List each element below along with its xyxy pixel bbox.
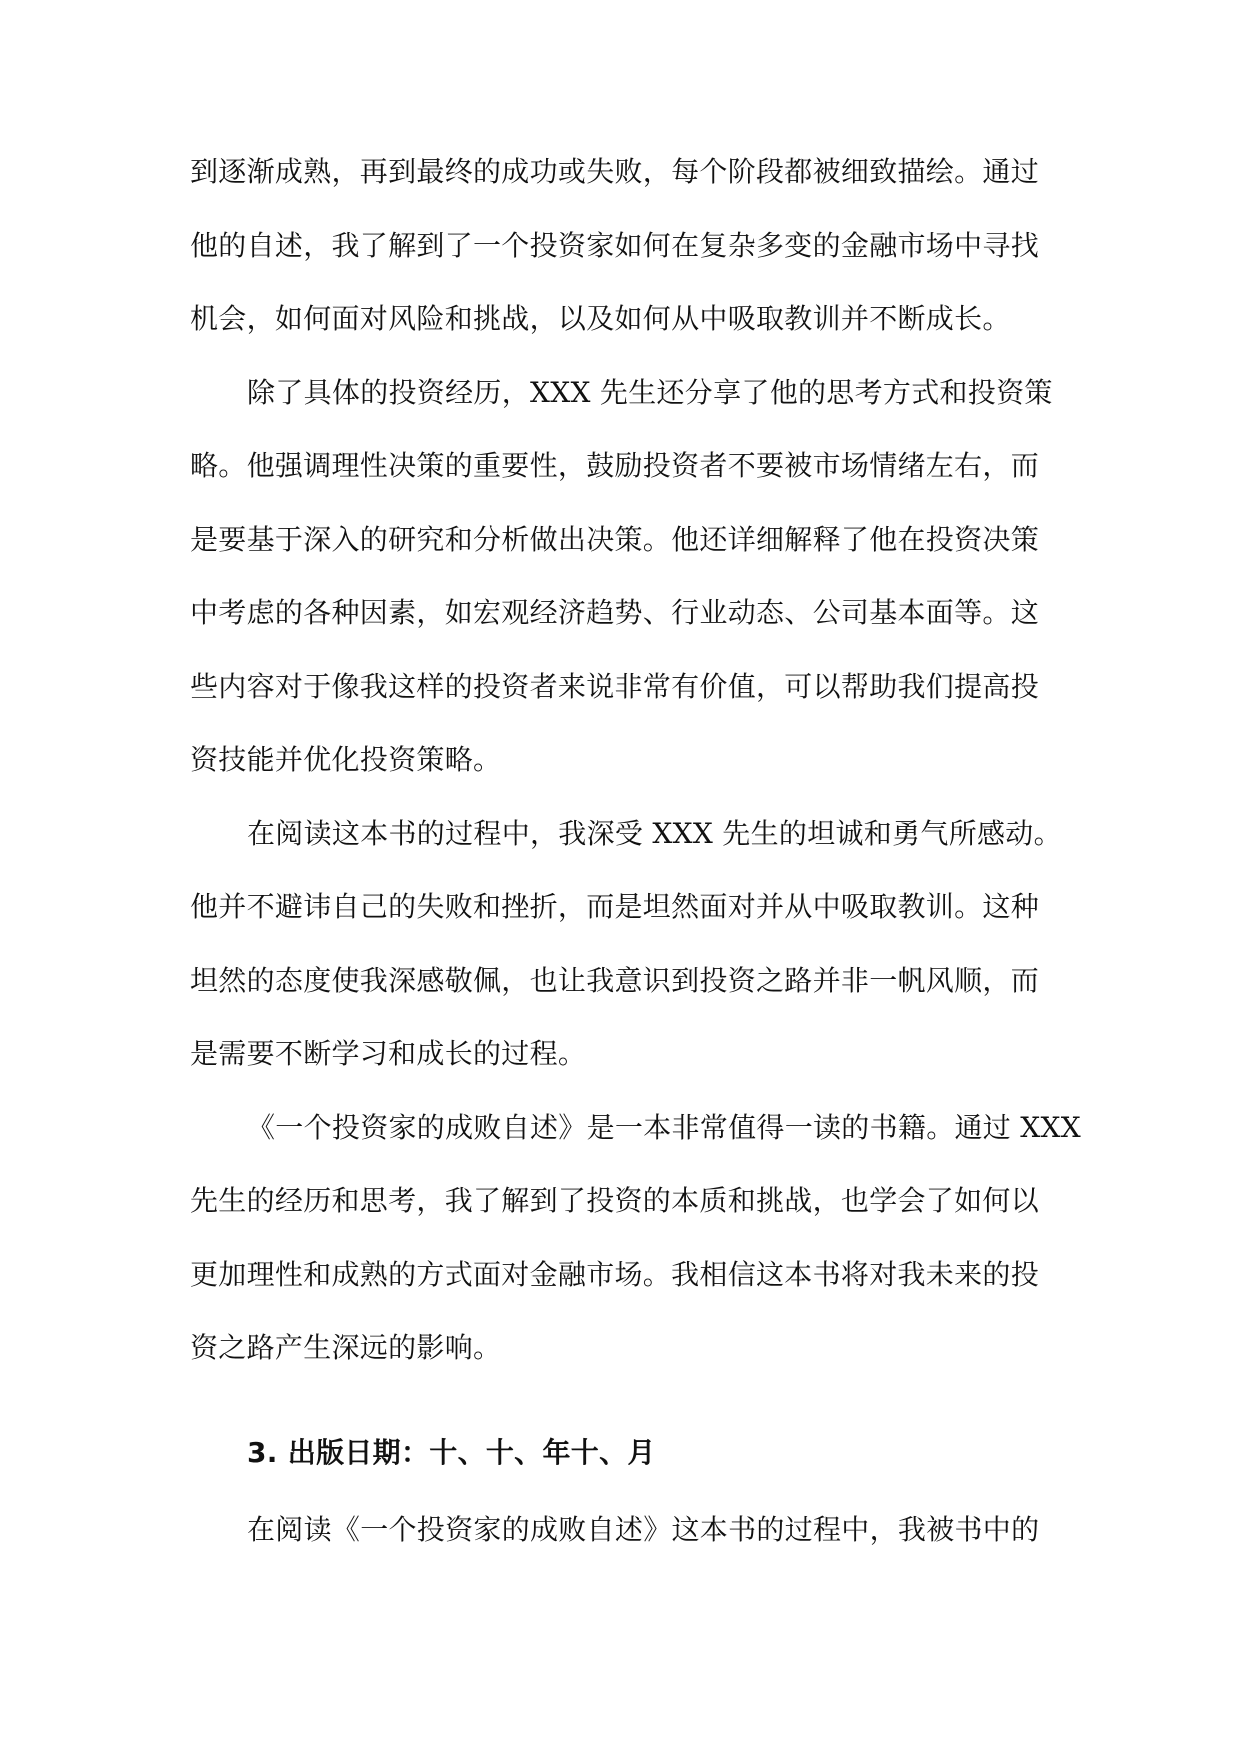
paragraph-line: 中考虑的各种因素，如宏观经济趋势、行业动态、公司基本面等。这 [190,596,1040,629]
paragraph-line: 资技能并优化投资策略。 [190,743,502,776]
paragraph-line: 他并不避讳自己的失败和挫折，而是坦然面对并从中吸取教训。这种 [190,890,1040,923]
paragraph-line: 《一个投资家的成败自述》是一本非常值得一读的书籍。通过 XXX [247,1110,1082,1144]
paragraph-line: 些内容对于像我这样的投资者来说非常有价值，可以帮助我们提高投 [190,669,1040,703]
paragraph-3 [190,797,1060,1091]
paragraph-2 [190,356,1060,797]
document-body [190,135,1082,1566]
paragraph-line: 除了具体的投资经历，XXX 先生还分享了他的思考方式和投资策 [247,375,1053,409]
paragraph-line: 机会，如何面对风险和挑战，以及如何从中吸取教训并不断成长。 [190,302,1011,335]
paragraph-line: 更加理性和成熟的方式面对金融市场。我相信这本书将对我未来的投 [190,1257,1040,1291]
paragraph-line: 是要基于深入的研究和分析做出决策。他还详细解释了他在投资决策 [190,522,1040,556]
paragraph-line: 是需要不断学习和成长的过程。 [190,1037,587,1070]
paragraph-line: 他的自述，我了解到了一个投资家如何在复杂多变的金融市场中寻找 [190,228,1040,262]
paragraph-1 [190,135,1060,356]
paragraph-line: 到逐渐成熟，再到最终的成功或失败，每个阶段都被细致描绘。通过 [190,155,1040,188]
section-heading: 3. 出版日期：十、十、年十、月 [247,1435,656,1469]
paragraph-4 [190,1091,1082,1385]
paragraph-line: 资之路产生深远的影响。 [190,1331,502,1364]
paragraph-line: 坦然的态度使我深感敬佩，也让我意识到投资之路并非一帆风顺，而 [190,963,1040,997]
paragraph-line: 在阅读《一个投资家的成败自述》这本书的过程中，我被书中的 [247,1512,1040,1546]
paragraph-line: 略。他强调理性决策的重要性，鼓励投资者不要被市场情绪左右，而 [190,449,1040,482]
paragraph-5 [190,1493,1060,1567]
paragraph-line: 在阅读这本书的过程中，我深受 XXX 先生的坦诚和勇气所感动。 [247,816,1062,850]
paragraph-line: 先生的经历和思考，我了解到了投资的本质和挑战，也学会了如何以 [190,1184,1040,1217]
